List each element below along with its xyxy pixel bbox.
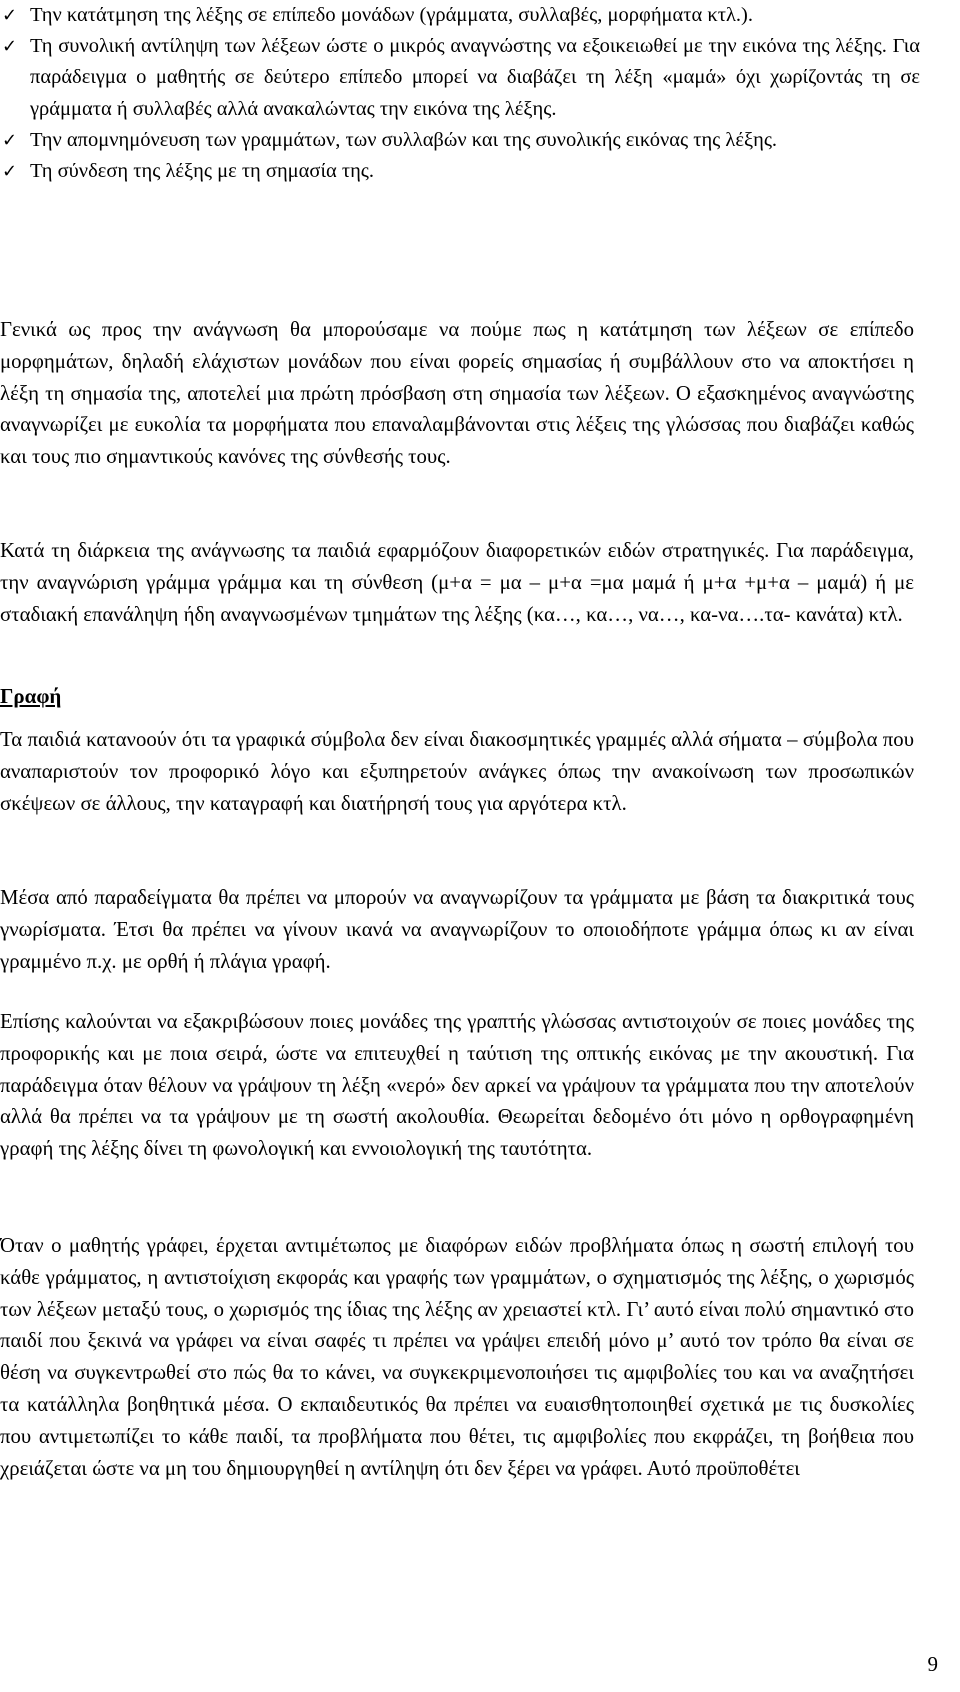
checkmark-icon: ✓ [2, 36, 18, 58]
list-item [0, 31, 920, 125]
checklist [0, 0, 920, 187]
section-heading: Γραφή [0, 684, 62, 708]
list-item [0, 156, 920, 187]
paragraph-graphic-symbols: Τα παιδιά κατανοούν ότι τα γραφικά σύμβολα δεν είναι διακοσμητικές γραμμές αλλά σήματα – σύμβολα που αναπαριστούν τον προφορικό λόγο και εξυπηρετούν ανάγκες όπως την ανακοίνωση των προσωπικών σκέψεων σε άλλους, την καταγραφή και διατήρησή τους για αργότερα κτλ. [0, 728, 914, 815]
page-number: 9 [927, 1652, 938, 1676]
paragraph-sound-letter-mapping: Επίσης καλούνται να εξακριβώσουν ποιες μονάδες της γραπτής γλώσσας αντιστοιχούν σε ποιες μονάδες της προφορικής και με ποια σειρά, ώστε να επιτευχθεί η ταύτιση της οπτικής εικόνας με την ακουστική. Για παράδειγμα όταν θέλουν να γράψουν τη λέξη «νερό» δεν αρκεί να γράψουν τα γράμματα που την αποτελούν αλλά θα πρέπει να τα γράψουν με τη σωστή ακολουθία. Θεωρείται δεδομένο ότι μόνο η ορθογραφημένη γραφή της λέξης δίνει τη φωνολογική και εννοιολογική της ταυτότητα. [0, 1010, 914, 1161]
list-item-text: Τη σύνδεση της λέξης με τη σημασία της. [30, 160, 375, 183]
checkmark-icon: ✓ [2, 129, 18, 151]
list-item [0, 0, 920, 31]
checkmark-icon: ✓ [2, 161, 18, 183]
list-item-text: Την κατάτμηση της λέξης σε επίπεδο μονάδων (γράμματα, συλλαβές, μορφήματα κτλ.). [30, 4, 753, 26]
paragraph-reading-strategies: Κατά τη διάρκεια της ανάγνωσης τα παιδιά εφαρμόζουν διαφορετικών ειδών στρατηγικές. Για παράδειγμα, την αναγνώριση γράμμα γράμμα και τη σύνθεση (μ+α = μα – μ+α =μα μαμά ή μ+α +μ+α – μαμά) ή με σταδιακή επανάληψη ήδη αναγνωσμένων τμημάτων της λέξης (κα…, κα…, να…, κα-να….τα- κανάτα) κτλ. [0, 539, 914, 626]
paragraph-writing-difficulties: Όταν ο μαθητής γράφει, έρχεται αντιμέτωπος με διαφόρων ειδών προβλήματα όπως η σωστή επιλογή του κάθε γράμματος, η αντιστοίχιση εκφοράς και γραφής των γραμμάτων, ο σχηματισμός της λέξης, ο χωρισμός των λέξεων μεταξύ τους, ο χωρισμός της ίδιας της λέξης αν χρειαστεί κτλ. Γι’ αυτό είναι πολύ σημαντικό στο παιδί που ξεκινά να γράφει να είναι σαφές τι πρέπει να γράψει επειδή μόνο μ’ αυτό τον τρόπο θα είναι σε θέση να συγκεντρωθεί στο πώς θα το κάνει, να συγκεκριμενοποιήσει τις αμφιβολίες του και να αναζητήσει τα κατάλληλα βοηθητικά μέσα. Ο εκπαιδευτικός θα πρέπει να ευαισθητοποιηθεί σχετικά με τις δυσκολίες που αντιμετωπίζει το κάθε παιδί, τα προβλήματα που θέτει, τις αμφιβολίες που εκφράζει, τη βοήθεια που χρειάζεται ώστε να μη του δημιουργηθεί η αντίληψη ότι δεν ξέρει να γράφει. Αυτό προϋποθέτει [0, 1234, 914, 1480]
paragraph-letter-recognition: Μέσα από παραδείγματα θα πρέπει να μπορούν να αναγνωρίζουν τα γράμματα με βάση τα διακριτικά τους γνωρίσματα. Έτσι θα πρέπει να γίνουν ικανά να αναγνωρίζουν το οποιοδήποτε γράμμα όπως κι αν είναι γραμμένο π.χ. με ορθή ή πλάγια γραφή. [0, 886, 914, 973]
list-item-text: Την απομνημόνευση των γραμμάτων, των συλλαβών και της συνολικής εικόνας της λέξης. [30, 128, 778, 151]
list-item [0, 125, 920, 156]
checkmark-icon: ✓ [2, 5, 18, 26]
paragraph-reading-segmentation: Γενικά ως προς την ανάγνωση θα μπορούσαμε να πούμε πως η κατάτμηση των λέξεων σε επίπεδο μορφημάτων, δηλαδή ελάχιστων μονάδων που είναι φορείς σημασίας ή συμβάλλουν στο να αποκτήσει η λέξη τη σημασία της, αποτελεί μια πρώτη πρόσβαση στη σημασία των λέξεων. Ο εξασκημένος αναγνώστης αναγνωρίζει με ευκολία τα μορφήματα που επαναλαμβάνονται στις λέξεις της γλώσσας που διαβάζει καθώς και τους πιο σημαντικούς κανόνες της σύνθεσής τους. [0, 318, 914, 469]
list-item-text: Τη συνολική αντίληψη των λέξεων ώστε ο μικρός αναγνώστης να εξοικειωθεί με την εικόνα της λέξης. Για παράδειγμα ο μαθητής σε δεύτερο επίπεδο μπορεί να διαβάζει τη λέξη «μαμά» όχι χωρίζοντάς τη σε γράμματα ή συλλαβές αλλά ανακαλώντας την εικόνα της λέξης. [30, 35, 920, 120]
